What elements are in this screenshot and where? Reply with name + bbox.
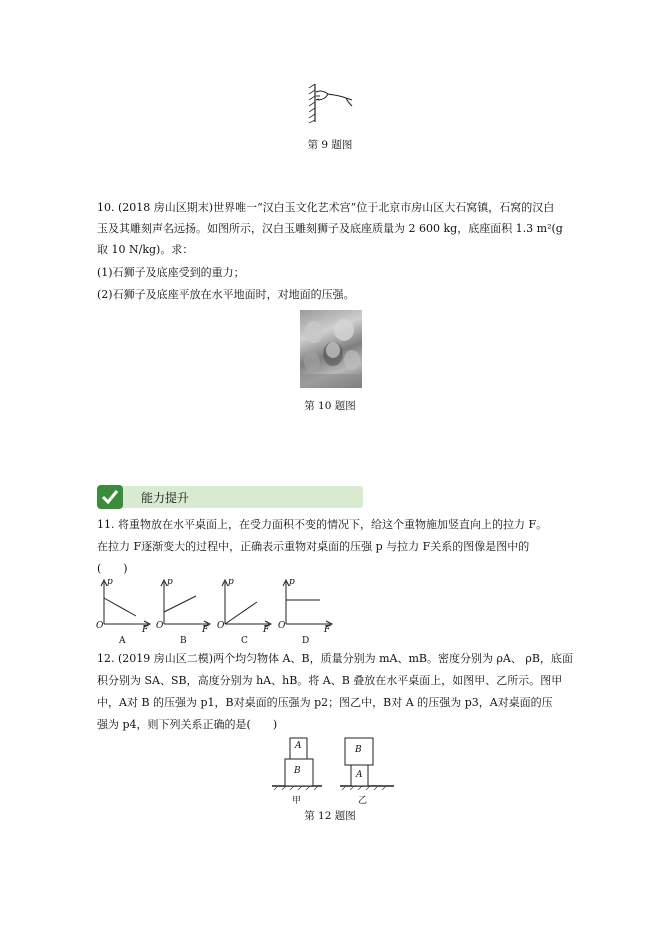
section-title: 能力提升 — [141, 491, 190, 505]
fig12-yi-label: 乙 — [358, 796, 368, 806]
figure-10-caption: 第 10 题图 — [304, 400, 356, 412]
q12-line-4: 强为 p4，则下列关系正确的是( ) — [97, 718, 278, 731]
graph-a-y-label: p — [107, 577, 113, 587]
q10-line-2: 玉及其雕刻声名远扬。如图所示，汉白玉雕刻狮子及底座质量为 2 600 kg，底座面积 1.3 m²(g — [97, 222, 563, 235]
figure-12-diagram — [270, 735, 400, 795]
graph-c-x-label: F — [263, 625, 270, 635]
graph-d-letter: D — [302, 636, 310, 646]
graph-d — [278, 578, 334, 630]
graph-c-origin: O — [217, 621, 225, 631]
graph-c-letter: C — [241, 636, 248, 646]
fig12-yi-label-b: B — [355, 745, 362, 755]
figure-12-caption: 第 12 题图 — [304, 810, 356, 822]
graph-b — [156, 578, 212, 630]
graph-b-origin: O — [156, 621, 164, 631]
graph-a — [96, 578, 152, 630]
fig12-jia-label: 甲 — [292, 796, 302, 806]
fig12-jia-label-a: A — [295, 741, 302, 751]
graph-b-y-label: p — [167, 577, 173, 587]
q10-line-4: (1)石狮子及底座受到的重力； — [97, 266, 245, 279]
q10-line-5: (2)石狮子及底座平放在水平地面时，对地面的压强。 — [97, 288, 355, 301]
stone-lion-photo — [300, 310, 362, 388]
q11-line-2: 在拉力 F逐渐变大的过程中，正确表示重物对桌面的压强 p 与拉力 F关系的图像是图中的 — [97, 540, 530, 553]
graph-d-x-label: F — [324, 625, 331, 635]
graph-a-letter: A — [119, 636, 126, 646]
q11-line-1: 11. 将重物放在水平桌面上，在受力面积不变的情况下，给这个重物施加竖直向上的拉力 F。 — [97, 518, 548, 531]
fig12-yi-label-a: A — [356, 770, 363, 780]
graph-d-y-label: p — [289, 577, 295, 587]
q12-line-3: 中，A对 B 的压强为 p1，B对桌面的压强为 p2；图乙中，B对 A 的压强为 p3，A对桌面的压 — [97, 696, 553, 709]
graph-c-y-label: p — [228, 577, 234, 587]
q11-line-3: ( ) — [97, 562, 128, 575]
check-icon — [97, 485, 123, 509]
graph-c — [217, 578, 273, 630]
q10-line-3: 取 10 N/kg)。求： — [97, 243, 194, 256]
figure-9-illustration — [306, 82, 356, 124]
q12-line-1: 12. (2019 房山区二模)两个均匀物体 A、B，质量分别为 mA、mB。密度分别为 ρA、 ρB，底面 — [97, 652, 573, 665]
figure-9-caption: 第 9 题图 — [307, 139, 353, 151]
q10-line-1: 10. (2018 房山区期末)世界唯一“汉白玉文化艺术宫”位于北京市房山区大石窝镇，石窝的汉白 — [97, 201, 555, 214]
graph-a-x-label: F — [142, 625, 149, 635]
graph-d-origin: O — [278, 621, 286, 631]
graph-b-letter: B — [180, 636, 187, 646]
q12-line-2: 积分别为 SA、SB，高度分别为 hA、hB。将 A、B 叠放在水平桌面上，如图甲、乙所示。图甲 — [97, 674, 563, 687]
graph-a-origin: O — [96, 621, 104, 631]
graph-b-x-label: F — [202, 625, 209, 635]
section-banner — [97, 486, 363, 508]
fig12-jia-label-b: B — [294, 766, 301, 776]
